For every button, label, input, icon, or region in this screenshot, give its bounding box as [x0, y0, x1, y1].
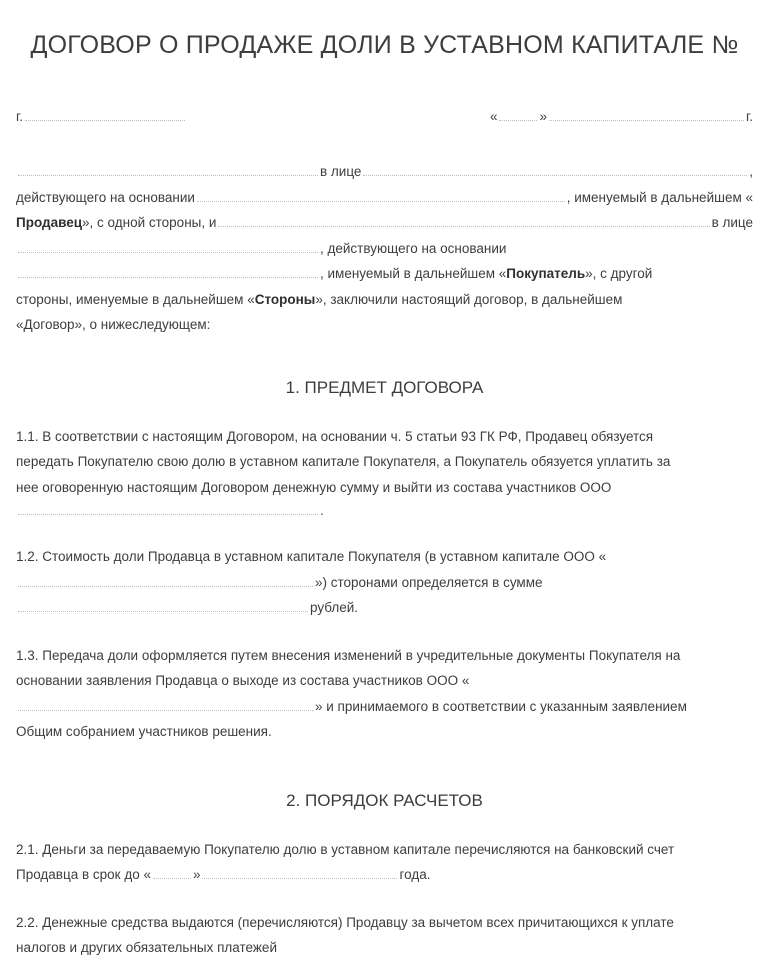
acting-on-basis-label-1: действующего на основании [16, 189, 195, 205]
payment-quote-close: » [192, 867, 201, 882]
parties-suffix-label: », заключили настоящий договор, в дальнейшем [315, 291, 623, 307]
quote-close-label: » [539, 109, 547, 124]
preamble-line-1 [16, 159, 753, 185]
buyer-basis-blank[interactable] [18, 264, 318, 278]
preamble-comma-1: , [749, 164, 753, 179]
amount-blank[interactable] [18, 598, 308, 612]
clause-2-2 [16, 910, 753, 961]
acting-on-basis-label-2: , действующего на основании [320, 240, 507, 256]
preamble-line-4 [16, 236, 753, 262]
city-group [16, 107, 187, 127]
section-heading-subject: 1. ПРЕДМЕТ ДОГОВОРА [285, 377, 484, 397]
clause-1-2-line-3 [16, 595, 753, 621]
section-heading-payments: 2. ПОРЯДОК РАСЧЕТОВ [286, 790, 483, 810]
year-suffix-label: г. [745, 109, 753, 124]
clause-2-1-line-1: 2.1. Деньги за передаваемую Покупателю долю в уставном капитале перечисляются на банковский счет [16, 841, 675, 857]
clause-1-3-line-2: основании заявления Продавца о выходе из состава участников ООО « [16, 673, 470, 688]
parties-prefix-label: стороны, именуемые в дальнейшем « [16, 291, 255, 307]
clause-1-1 [16, 424, 753, 523]
clause-2-2-line-1: 2.2. Денежные средства выдаются (перечисляются) Продавцу за вычетом всех причитающихся к уплате [16, 914, 674, 930]
payment-year-label: года. [399, 867, 431, 882]
hereinafter-label-2: , именуемый в дальнейшем « [320, 266, 507, 281]
preamble-in-person-label-1: в лице [320, 164, 362, 179]
city-prefix-label: г. [16, 109, 24, 124]
clause-1-2-line-1: 1.2. Стоимость доли Продавца в уставном капитале Покупателя (в уставном капитале ООО « [16, 549, 607, 564]
preamble-line-5 [16, 261, 753, 287]
seller-term-label: Продавец [16, 215, 83, 230]
one-party-label: », с одной стороны, и [82, 215, 217, 230]
preamble-line-3 [16, 210, 753, 236]
company-name-blank-1[interactable] [18, 501, 318, 515]
hereinafter-label-1: , именуемый в дальнейшем « [566, 189, 753, 205]
preamble-line-7: «Договор», о нижеследующем: [16, 317, 211, 332]
clause-1-3-line-4: Общим собранием участников решения. [16, 724, 272, 739]
parties-term-label: Стороны [254, 291, 316, 307]
payment-day-blank[interactable] [153, 865, 191, 879]
clause-1-2-line-2-text: ») сторонами определяется в сумме [315, 574, 543, 590]
clause-1-2 [16, 544, 753, 621]
clause-1-1-line-4 [16, 500, 753, 522]
clause-1-2-line-3-text: рублей. [310, 600, 359, 615]
company-name-blank-2[interactable] [18, 573, 313, 587]
clause-1-3 [16, 643, 753, 745]
seller-basis-blank[interactable] [197, 188, 565, 202]
company-name-blank-3[interactable] [18, 697, 313, 711]
date-day-blank[interactable] [499, 107, 537, 121]
clause-1-1-line-2: передать Покупателю свою долю в уставном капитале Покупателя, а Покупатель обязуется уплатить за [16, 454, 671, 469]
clause-2-1 [16, 837, 753, 888]
date-month-year-blank[interactable] [549, 107, 744, 121]
clause-1-3-line-3 [16, 694, 753, 720]
clause-1-3-line-1: 1.3. Передача доли оформляется путем внесения изменений в учредительные документы Покупателя на [16, 647, 681, 663]
clause-1-1-line-1: 1.1. В соответствии с настоящим Договором, на основании ч. 5 статьи 93 ГК РФ, Продавец обязуется [16, 428, 654, 444]
buyer-term-label: Покупатель [506, 266, 586, 281]
seller-name-blank[interactable] [18, 162, 318, 176]
date-group [490, 107, 753, 127]
clause-1-2-line-2 [16, 570, 753, 596]
clause-1-3-line-3-text: » и принимаемого в соответствии с указанным заявлением [315, 698, 687, 714]
preamble-line-2 [16, 185, 753, 211]
clause-1-1-line-3: нее оговоренную настоящим Договором денежную сумму и выйти из состава участников ООО [16, 479, 612, 495]
clause-2-2-line-2: налогов и других обязательных платежей [16, 940, 277, 955]
payment-deadline-prefix: Продавца в срок до « [16, 867, 151, 882]
clause-1-1-period: . [320, 503, 324, 518]
date-and-city-row [16, 107, 753, 127]
quote-open-label: « [489, 109, 498, 124]
other-party-label: », с другой [585, 266, 653, 281]
buyer-representative-blank[interactable] [18, 239, 318, 253]
page-title: ДОГОВОР О ПРОДАЖЕ ДОЛИ В УСТАВНОМ КАПИТАЛЕ № [30, 31, 739, 59]
seller-representative-blank[interactable] [363, 162, 747, 176]
preamble-in-person-label-2: в лице [711, 215, 753, 230]
buyer-name-blank[interactable] [218, 213, 709, 227]
city-input-blank[interactable] [25, 107, 185, 121]
preamble-paragraph [16, 159, 753, 338]
payment-month-year-blank[interactable] [202, 865, 397, 879]
clause-2-1-line-2 [16, 862, 753, 888]
preamble-line-6 [16, 287, 753, 313]
